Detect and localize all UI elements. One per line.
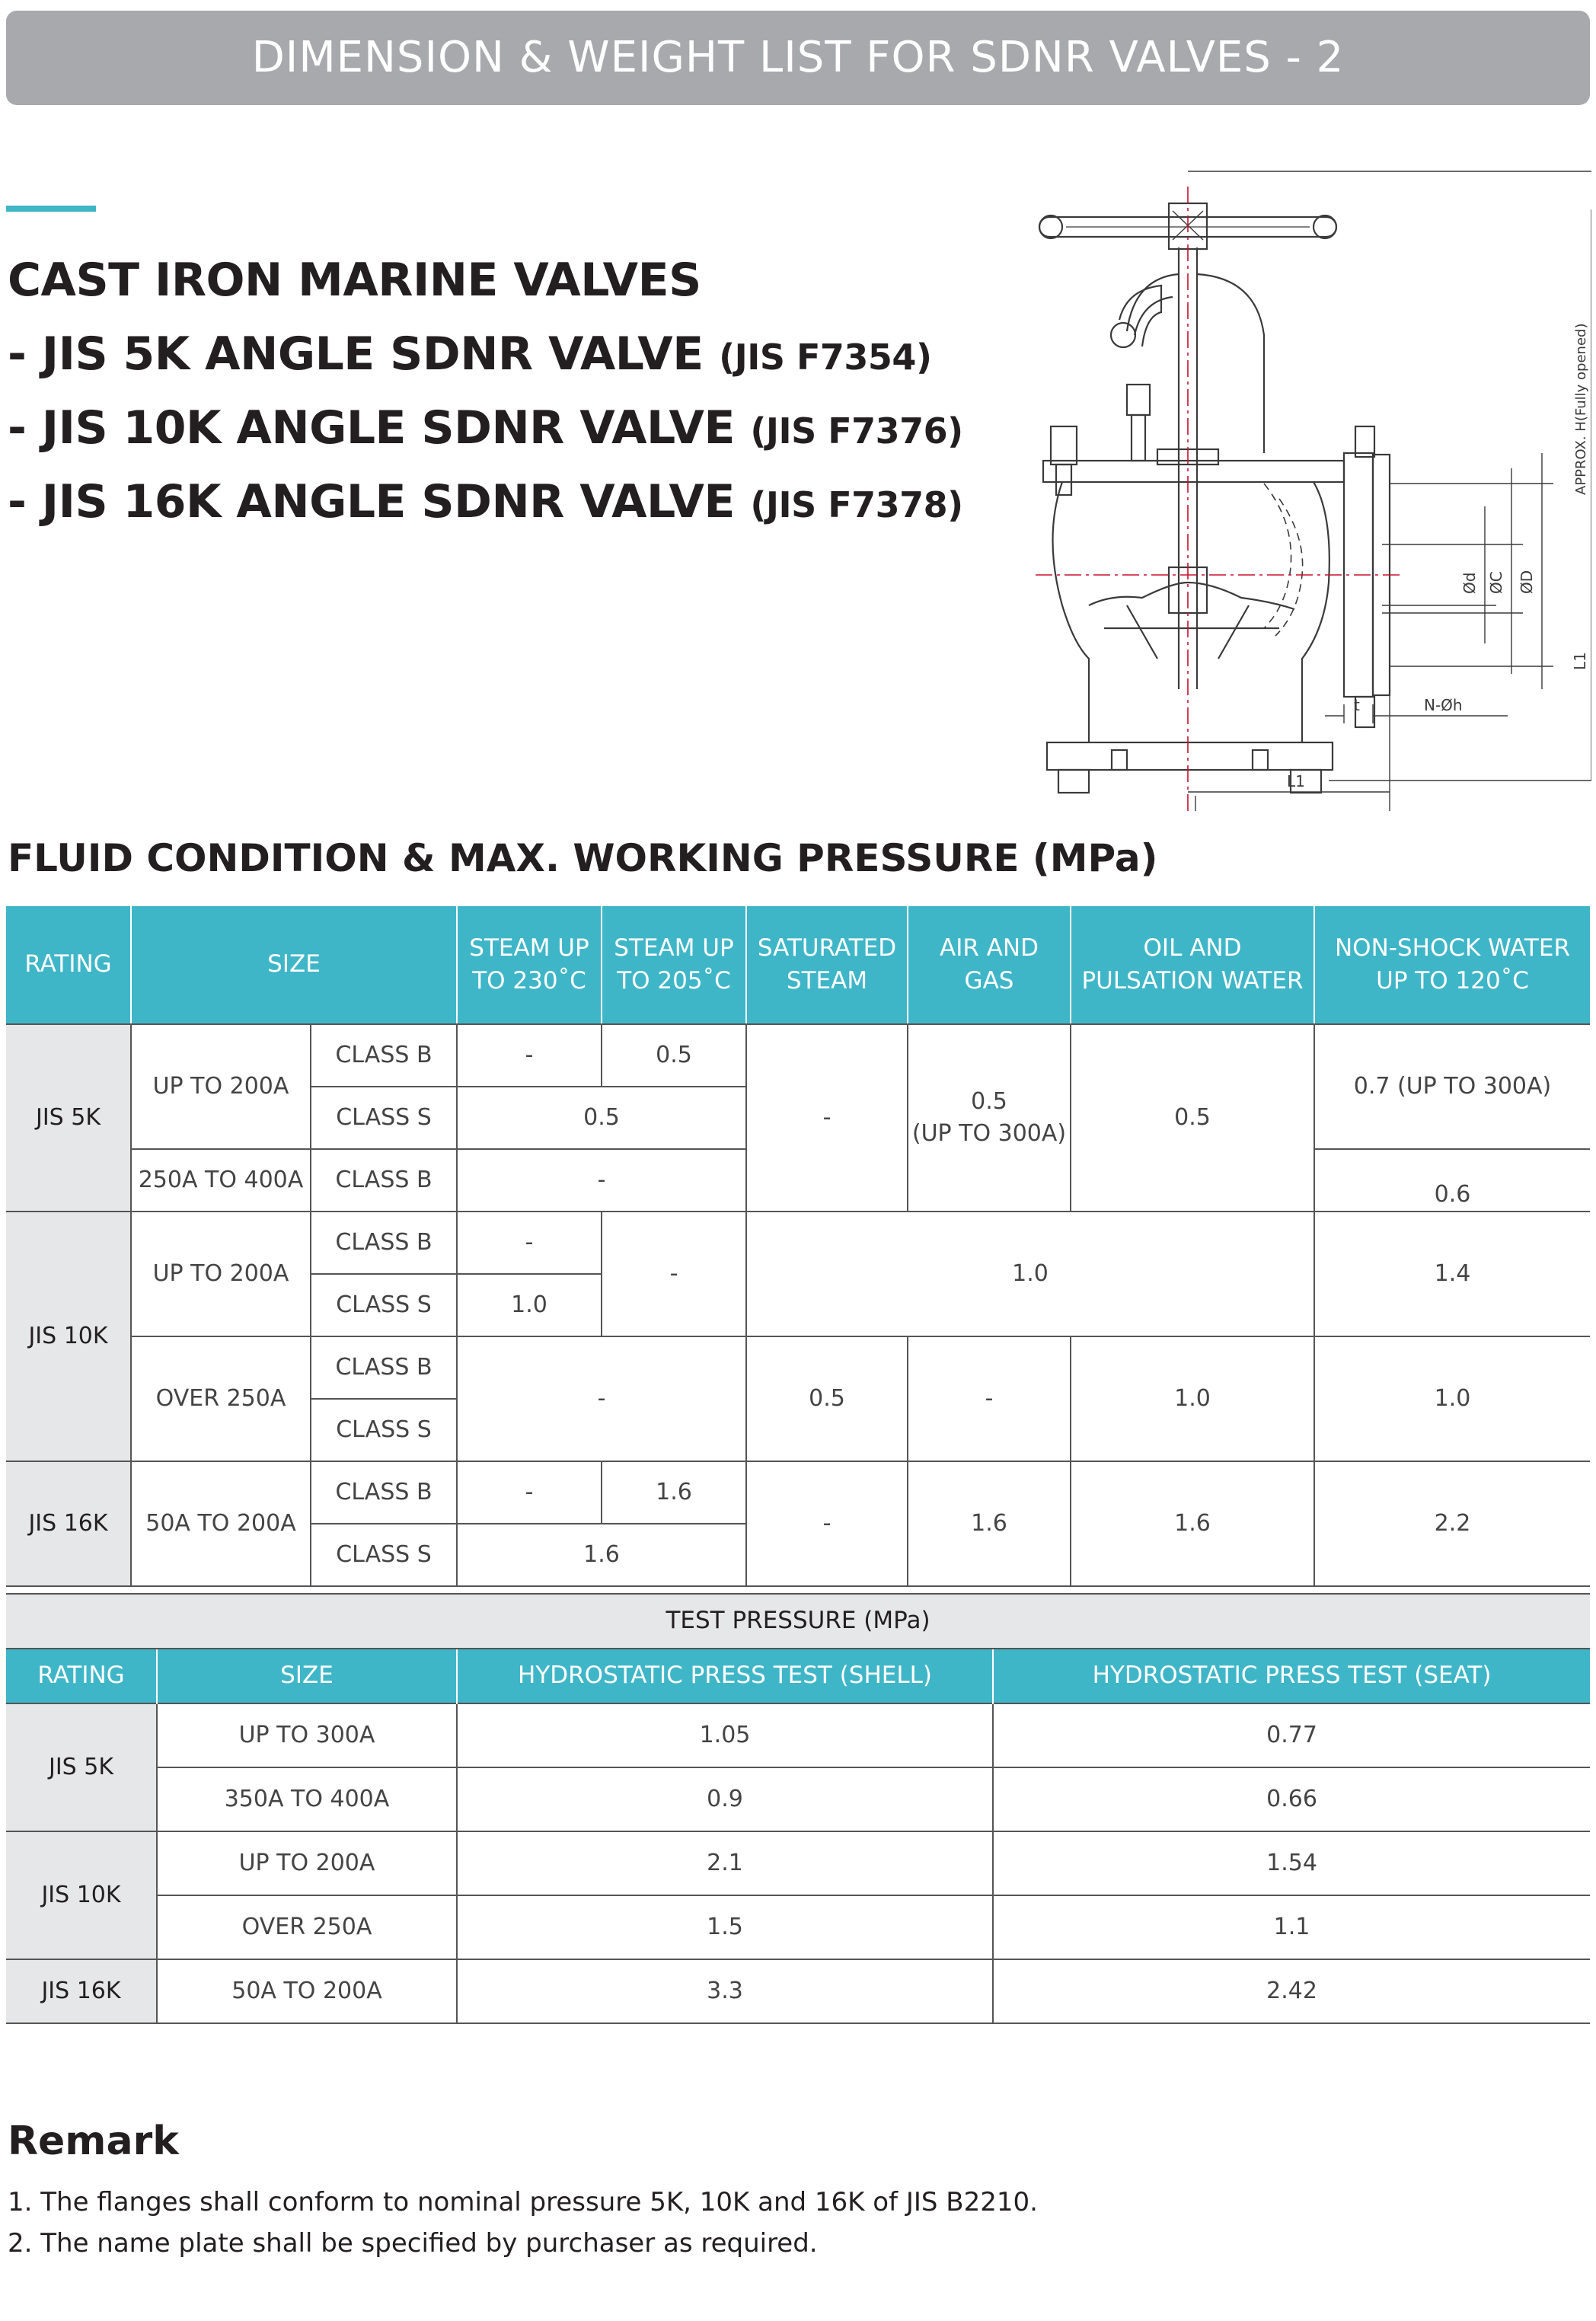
- hdr-water: [1314, 906, 1590, 1024]
- value-cell: -: [457, 1336, 746, 1461]
- hdr-oil-l1: OIL AND: [1143, 934, 1242, 962]
- size-jis10k-a: UP TO 200A: [131, 1212, 311, 1336]
- value-cell: 1.4: [1314, 1212, 1590, 1336]
- test-rating-jis16k: JIS 16K: [6, 1959, 157, 2023]
- hdr-size: SIZE: [131, 906, 457, 1024]
- value-cell: -: [457, 1149, 746, 1212]
- pressure-heading: FLUID CONDITION & MAX. WORKING PRESSURE (MPa): [8, 836, 1158, 880]
- hdr-air-l1: AIR AND: [939, 934, 1039, 962]
- title-line-3-std: (JIS F7376): [750, 410, 963, 452]
- value-cell: 1.6: [602, 1461, 746, 1524]
- dim-label-c: ØC: [1487, 571, 1505, 594]
- air-note: (UP TO 300A): [911, 1120, 1067, 1147]
- hdr-air-l2: GAS: [964, 967, 1014, 994]
- dim-label-height: APPROX. H(Fully opened): [1573, 323, 1589, 495]
- value-cell: 0.5: [1071, 1024, 1314, 1212]
- title-line-2-main: - JIS 5K ANGLE SDNR VALVE: [8, 327, 720, 381]
- value-cell: 1.0: [746, 1212, 1314, 1336]
- value-cell: 0.5: [746, 1336, 908, 1461]
- class-cell: CLASS S: [311, 1399, 457, 1461]
- test-seat: 1.54: [993, 1831, 1590, 1895]
- hdr-saturated: [746, 906, 908, 1024]
- hdr-steam230: [457, 906, 602, 1024]
- value-cell: -: [457, 1212, 602, 1274]
- test-caption: TEST PRESSURE (MPa): [6, 1594, 1590, 1649]
- value-cell: -: [602, 1212, 746, 1336]
- hdr-steam230-l2: TO 230˚C: [472, 967, 586, 994]
- page-banner: DIMENSION & WEIGHT LIST FOR SDNR VALVES - 2: [6, 11, 1590, 105]
- dim-label-t: t: [1354, 696, 1360, 714]
- value-cell: 1.0: [1314, 1336, 1590, 1461]
- value-cell: 0.7 (UP TO 300A): [1314, 1024, 1590, 1149]
- class-cell: CLASS S: [311, 1274, 457, 1336]
- test-shell: 1.05: [457, 1703, 993, 1767]
- air-value: 0.5: [971, 1088, 1007, 1115]
- test-shell: 1.5: [457, 1895, 993, 1959]
- test-rating-jis10k: JIS 10K: [6, 1831, 157, 1959]
- test-rating-jis5k: JIS 5K: [6, 1703, 157, 1831]
- accent-bar: [6, 206, 96, 212]
- class-cell: CLASS B: [311, 1212, 457, 1274]
- table-row: [6, 1336, 1590, 1399]
- title-line-3-main: - JIS 10K ANGLE SDNR VALVE: [8, 401, 751, 455]
- hdr-steam230-l1: STEAM UP: [469, 934, 589, 962]
- test-size: UP TO 200A: [157, 1831, 457, 1895]
- class-cell: CLASS B: [311, 1461, 457, 1524]
- test-header-row: [6, 1649, 1590, 1703]
- value-cell: 0.5: [602, 1024, 746, 1087]
- class-cell: CLASS B: [311, 1024, 457, 1087]
- title-line-1: CAST IRON MARINE VALVES: [8, 254, 701, 307]
- title-line-2-std: (JIS F7354): [719, 337, 932, 378]
- test-hdr-rating: RATING: [6, 1649, 157, 1703]
- rating-jis5k: JIS 5K: [6, 1024, 131, 1212]
- value-cell: -: [457, 1024, 602, 1087]
- title-line-4-main: - JIS 16K ANGLE SDNR VALVE: [8, 475, 751, 528]
- hdr-saturated-l1: SATURATED: [757, 934, 897, 962]
- class-cell: CLASS S: [311, 1087, 457, 1149]
- size-jis5k-b: 250A TO 400A: [131, 1149, 311, 1212]
- test-seat: 0.66: [993, 1767, 1590, 1831]
- valve-drawing: [1020, 156, 1591, 819]
- dim-label-l1-vertical: L1: [1571, 652, 1589, 670]
- table-row: [6, 1831, 1590, 1895]
- rating-jis10k: JIS 10K: [6, 1212, 131, 1461]
- test-seat: 2.42: [993, 1959, 1590, 2023]
- value-cell: 1.0: [1071, 1336, 1314, 1461]
- test-seat: 1.1: [993, 1895, 1590, 1959]
- class-cell: CLASS S: [311, 1524, 457, 1586]
- value-cell: -: [908, 1336, 1071, 1461]
- value-cell: 1.0: [457, 1274, 602, 1336]
- test-shell: 0.9: [457, 1767, 993, 1831]
- remark-line-1: 1. The flanges shall conform to nominal pressure 5K, 10K and 16K of JIS B2210.: [8, 2187, 1038, 2217]
- table-row: [6, 1895, 1590, 1959]
- test-shell: 2.1: [457, 1831, 993, 1895]
- test-size: UP TO 300A: [157, 1703, 457, 1767]
- title-line-4: [8, 475, 963, 528]
- test-size: OVER 250A: [157, 1895, 457, 1959]
- hdr-saturated-l2: STEAM: [786, 967, 868, 994]
- rating-jis16k: JIS 16K: [6, 1461, 131, 1586]
- value-cell: 1.6: [1071, 1461, 1314, 1586]
- dim-label-D: ØD: [1518, 570, 1536, 594]
- table-row: [6, 1212, 1590, 1274]
- size-jis5k-a: UP TO 200A: [131, 1024, 311, 1149]
- value-cell: 0.5: [457, 1087, 746, 1149]
- hdr-oil-l2: PULSATION WATER: [1081, 967, 1304, 994]
- remark-heading: Remark: [8, 2118, 179, 2164]
- hdr-air: [908, 906, 1071, 1024]
- class-cell: CLASS B: [311, 1336, 457, 1399]
- table-row: [6, 1959, 1590, 2023]
- hdr-steam205-l2: TO 205˚C: [617, 967, 731, 994]
- table-row: [6, 1024, 1590, 1087]
- dim-label-d: Ød: [1460, 572, 1479, 594]
- value-cell: -: [746, 1024, 908, 1212]
- pressure-header-row: [6, 906, 1590, 1024]
- remark-line-2: 2. The name plate shall be specified by purchaser as required.: [8, 2228, 818, 2259]
- value-cell: 1.6: [457, 1524, 746, 1586]
- value-cell: [908, 1024, 1071, 1212]
- class-cell: CLASS B: [311, 1149, 457, 1212]
- test-size: 50A TO 200A: [157, 1959, 457, 2023]
- test-seat: 0.77: [993, 1703, 1590, 1767]
- test-pressure-table: [6, 1593, 1590, 2024]
- test-caption-row: [6, 1594, 1590, 1649]
- hdr-oil: [1071, 906, 1314, 1024]
- hdr-steam205: [602, 906, 746, 1024]
- hdr-steam205-l1: STEAM UP: [614, 934, 734, 962]
- dim-label-nh: N-Øh: [1424, 696, 1463, 714]
- test-shell: 3.3: [457, 1959, 993, 2023]
- size-jis16k: 50A TO 200A: [131, 1461, 311, 1586]
- title-line-2: [8, 327, 932, 381]
- test-hdr-shell: HYDROSTATIC PRESS TEST (SHELL): [457, 1649, 993, 1703]
- value-cell: -: [746, 1461, 908, 1586]
- value-cell: -: [457, 1461, 602, 1524]
- test-hdr-size: SIZE: [157, 1649, 457, 1703]
- title-line-4-std: (JIS F7378): [750, 484, 963, 525]
- table-row: [6, 1767, 1590, 1831]
- test-hdr-seat: HYDROSTATIC PRESS TEST (SEAT): [993, 1649, 1590, 1703]
- value-cell: 2.2: [1314, 1461, 1590, 1586]
- dim-label-l1-horizontal: L1: [1287, 772, 1305, 790]
- value-cell: 0.6: [1314, 1149, 1590, 1212]
- size-jis10k-b: OVER 250A: [131, 1336, 311, 1461]
- value-cell: 1.6: [908, 1461, 1071, 1586]
- hdr-water-l1: NON-SHOCK WATER: [1334, 934, 1570, 962]
- hdr-rating: RATING: [6, 906, 131, 1024]
- title-line-3: [8, 401, 963, 455]
- table-row: [6, 1461, 1590, 1524]
- hdr-water-l2: UP TO 120˚C: [1376, 967, 1529, 994]
- table-row: [6, 1703, 1590, 1767]
- pressure-table: [6, 906, 1590, 1587]
- test-size: 350A TO 400A: [157, 1767, 457, 1831]
